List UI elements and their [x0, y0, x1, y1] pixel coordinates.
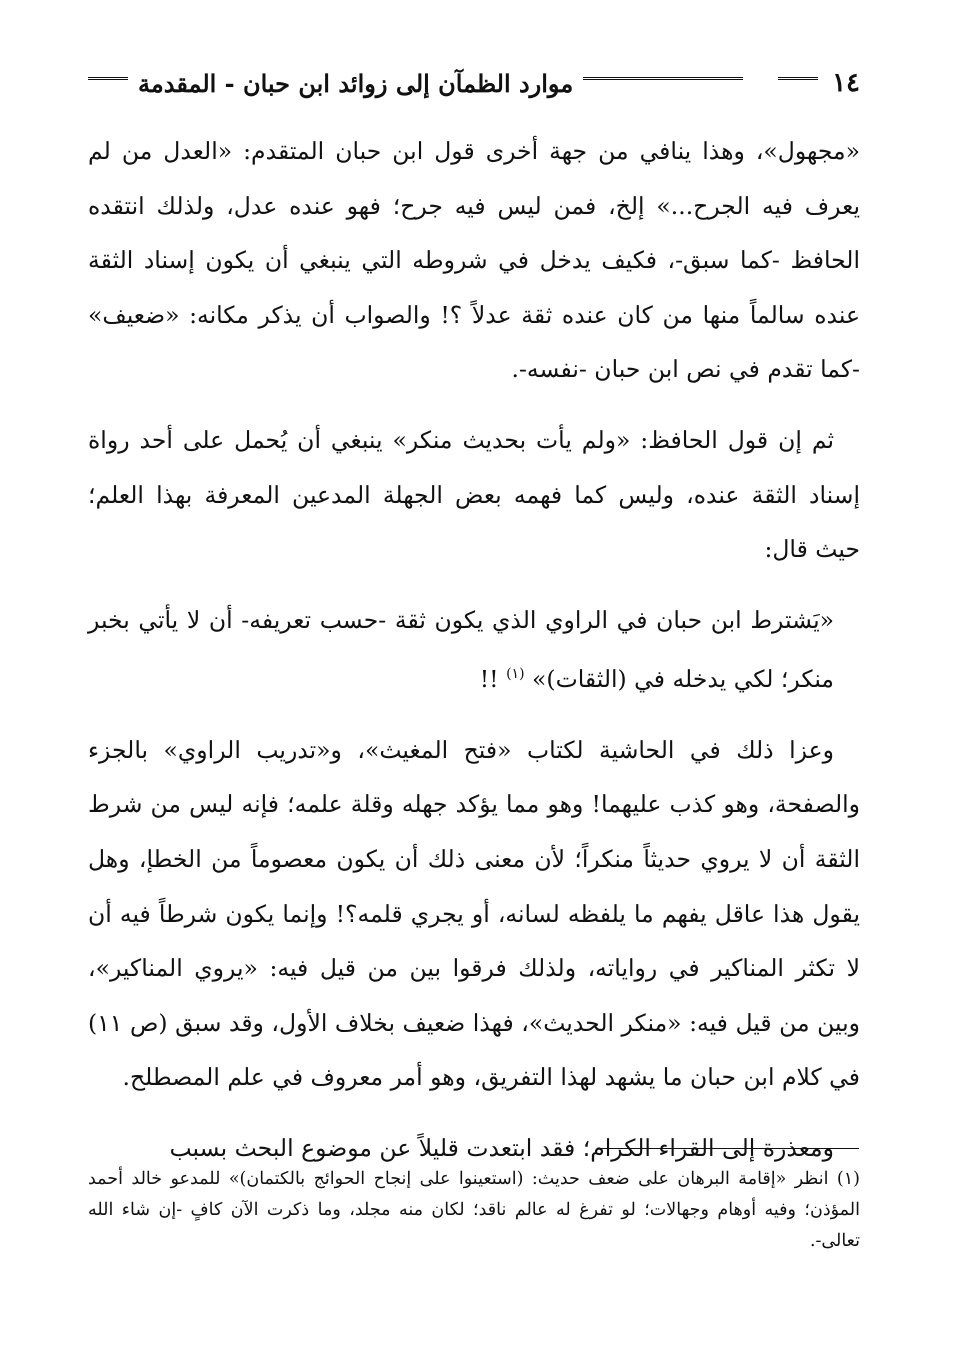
page-number-group	[778, 68, 860, 98]
page-number: ١٤	[832, 68, 860, 98]
header-rule-short	[778, 77, 818, 90]
quote-text: «يَشترط ابن حبان في الراوي الذي يكون ثقة -حسب تعريفه- أن لا يأتي بخبر منكر؛ لكي يدخله في (الثقات)»	[88, 605, 834, 694]
paragraph-2: ثم إن قول الحافظ: «ولم يأت بحديث منكر» ينبغي أن يُحمل على أحد رواة إسناد الثقة عنده، وليس كما فهمه بعض الجهلة المدعين المعرفة بهذا العلم؛ حيث قال:	[88, 425, 860, 564]
page-header	[88, 62, 860, 104]
footnote-reference[interactable]: (١)	[506, 666, 525, 683]
running-title: موارد الظمآن إلى زوائد ابن حبان - المقدمة	[138, 68, 574, 98]
header-rule-end	[88, 77, 128, 90]
paragraph-1: «مجهول»، وهذا ينافي من جهة أخرى قول ابن حبان المتقدم: «العدل من لم يعرف فيه الجرح...» إلخ، فمن ليس فيه جرح؛ فهو عنده عدل، ولذلك انتقده الحافظ -كما سبق-، فكيف يدخل في شروطه التي ينبغي أن يكون إسناد الثقة عنده سالماً منها من كان عنده ثقة عدلاً ؟! والصواب أن يذكر مكانه: «ضعيف» -كما تقدم في نص ابن حبان -نفسه-.	[88, 137, 860, 384]
paragraph-4: ومعذرة إلى القراء الكرام؛ فقد ابتعدت قليلاً عن موضوع البحث بسبب	[169, 1133, 834, 1162]
header-rule-long	[583, 77, 743, 90]
footnote-1: (١) انظر «إقامة البرهان على ضعف حديث: (استعينوا على إنجاح الحوائج بالكتمان)» للمدعو خالد أحمد المؤذن؛ وفيه أوهام وجهالات؛ لو تفرغ له عالم ناقد؛ لكان منه مجلد، وما ذكرت الآن كافٍ -إن شاء الله تعالى-.	[88, 1169, 860, 1251]
paragraph-3: وعزا ذلك في الحاشية لكتاب «فتح المغيث»، و«تدريب الراوي» بالجزء والصفحة، وهو كذب عليهما! وهو مما يؤكد جهله وقلة علمه؛ فإنه ليس من شرط الثقة أن لا يروي حديثاً منكراً؛ لأن معنى ذلك أن يكون معصوماً من الخطإ، وهل يقول هذا عاقل يفهم ما يلفظه لسانه، أو يجري قلمه؟! وإنما يكون شرطاً فيه أن لا تكثر المناكير في رواياته، ولذلك فرقوا بين من قيل فيه: «يروي المناكير»، وبين من قيل فيه: «منكر الحديث»، فهذا ضعيف بخلاف الأول، وقد سبق (ص ١١) في كلام ابن حبان ما يشهد لهذا التفريق، وهو أمر معروف في علم المصطلح.	[88, 735, 860, 1092]
quote-exclamation: !!	[479, 665, 499, 694]
quoted-passage	[88, 593, 860, 707]
running-title-group	[88, 69, 743, 98]
footnote-section	[88, 1164, 860, 1257]
page-body	[88, 124, 860, 1192]
footnote-divider	[601, 1148, 859, 1149]
